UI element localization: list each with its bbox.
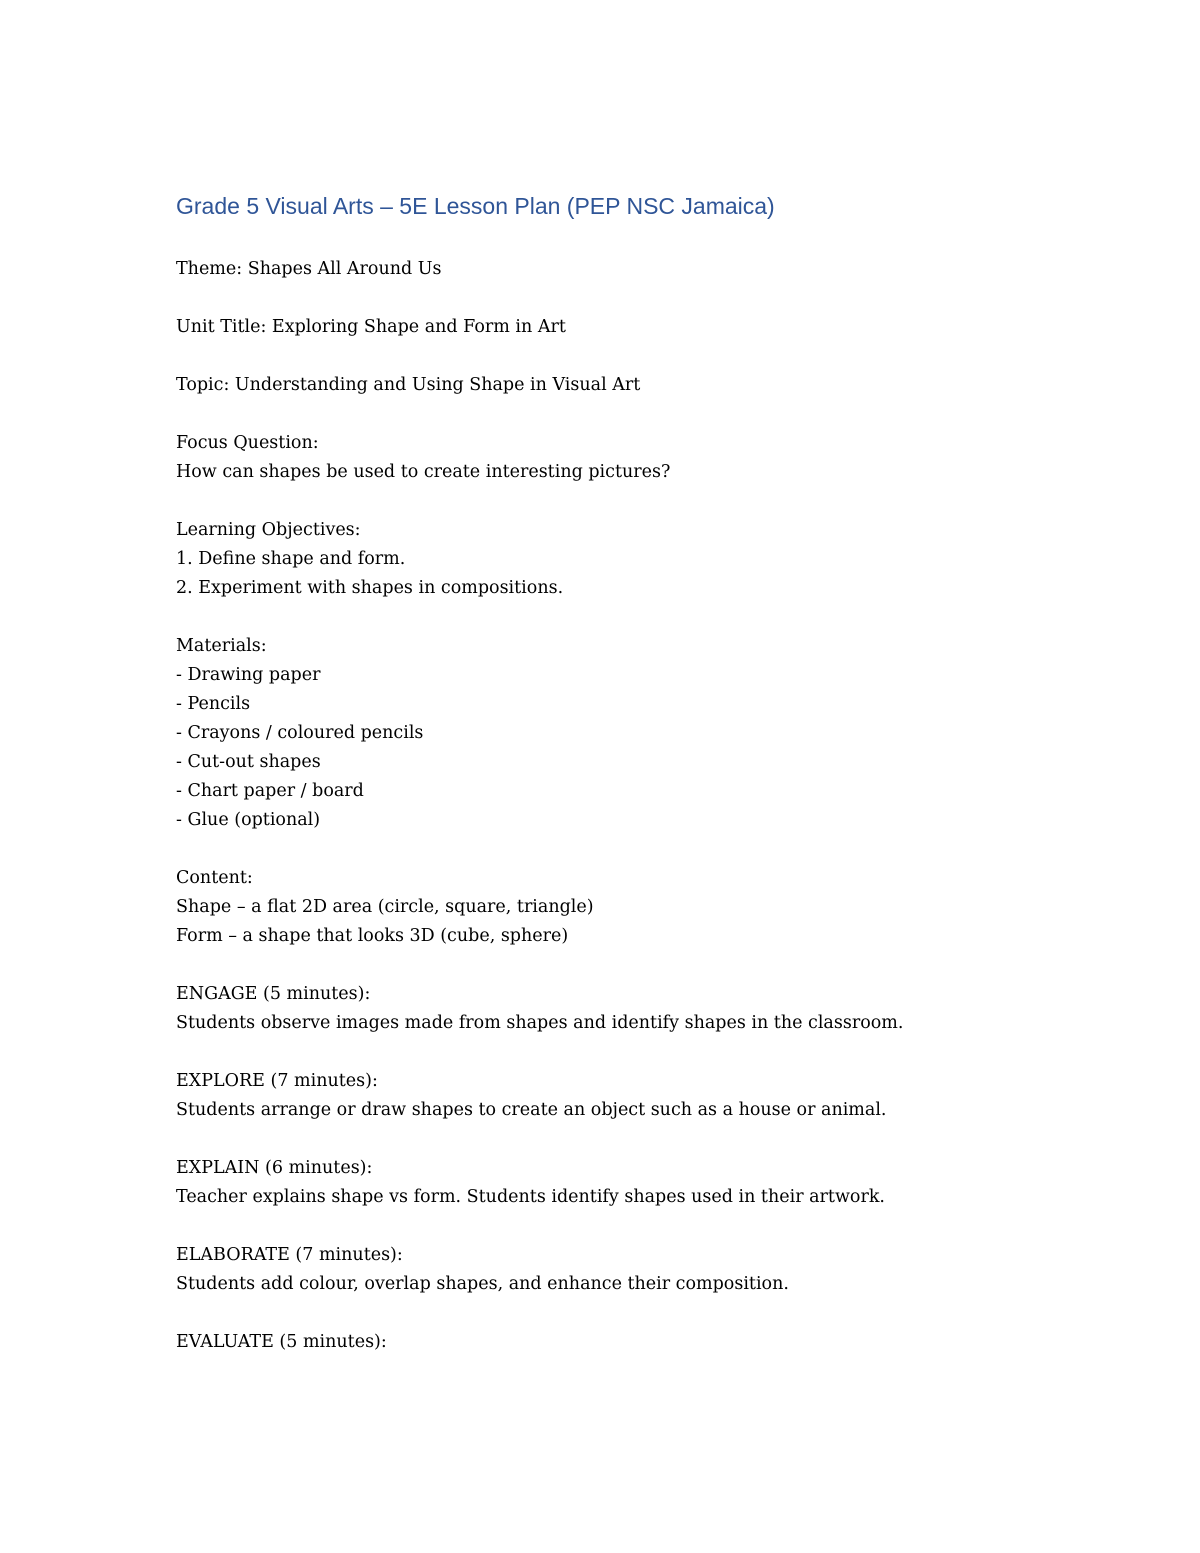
topic-line: Topic: Understanding and Using Shape in Visual Art bbox=[176, 375, 641, 395]
spacer bbox=[176, 603, 1136, 632]
spacer bbox=[176, 1125, 1136, 1154]
focus-question-text: How can shapes be used to create interesting pictures? bbox=[176, 462, 671, 482]
spacer bbox=[176, 400, 1136, 429]
material-item: - Cut-out shapes bbox=[176, 752, 321, 772]
explain-text: Teacher explains shape vs form. Students identify shapes used in their artwork. bbox=[176, 1187, 885, 1207]
focus-question-heading: Focus Question: bbox=[176, 433, 319, 453]
theme-line: Theme: Shapes All Around Us bbox=[176, 259, 442, 279]
spacer bbox=[176, 284, 1136, 313]
explore-heading: EXPLORE (7 minutes): bbox=[176, 1071, 378, 1091]
explore-text: Students arrange or draw shapes to create an object such as a house or animal. bbox=[176, 1100, 887, 1120]
spacer bbox=[176, 1038, 1136, 1067]
spacer bbox=[176, 951, 1136, 980]
spacer bbox=[176, 835, 1136, 864]
materials-heading: Materials: bbox=[176, 636, 267, 656]
engage-text: Students observe images made from shapes and identify shapes in the classroom. bbox=[176, 1013, 904, 1033]
document-title: Grade 5 Visual Arts – 5E Lesson Plan (PEP NSC Jamaica) bbox=[176, 193, 775, 219]
spacer bbox=[176, 1212, 1136, 1241]
spacer bbox=[176, 487, 1136, 516]
material-item: - Drawing paper bbox=[176, 665, 321, 685]
material-item: - Crayons / coloured pencils bbox=[176, 723, 424, 743]
document-body bbox=[176, 255, 1136, 1357]
engage-heading: ENGAGE (5 minutes): bbox=[176, 984, 371, 1004]
elaborate-text: Students add colour, overlap shapes, and enhance their composition. bbox=[176, 1274, 789, 1294]
content-heading: Content: bbox=[176, 868, 253, 888]
spacer bbox=[176, 342, 1136, 371]
explain-heading: EXPLAIN (6 minutes): bbox=[176, 1158, 373, 1178]
evaluate-heading: EVALUATE (5 minutes): bbox=[176, 1332, 387, 1352]
elaborate-heading: ELABORATE (7 minutes): bbox=[176, 1245, 403, 1265]
content-item: Form – a shape that looks 3D (cube, sphere) bbox=[176, 926, 569, 946]
objective-item: 2. Experiment with shapes in compositions. bbox=[176, 578, 564, 598]
content-item: Shape – a flat 2D area (circle, square, triangle) bbox=[176, 897, 594, 917]
unit-title-line: Unit Title: Exploring Shape and Form in Art bbox=[176, 317, 566, 337]
material-item: - Glue (optional) bbox=[176, 810, 321, 830]
material-item: - Chart paper / board bbox=[176, 781, 364, 801]
learning-objectives-heading: Learning Objectives: bbox=[176, 520, 361, 540]
material-item: - Pencils bbox=[176, 694, 251, 714]
spacer bbox=[176, 1299, 1136, 1328]
objective-item: 1. Define shape and form. bbox=[176, 549, 406, 569]
